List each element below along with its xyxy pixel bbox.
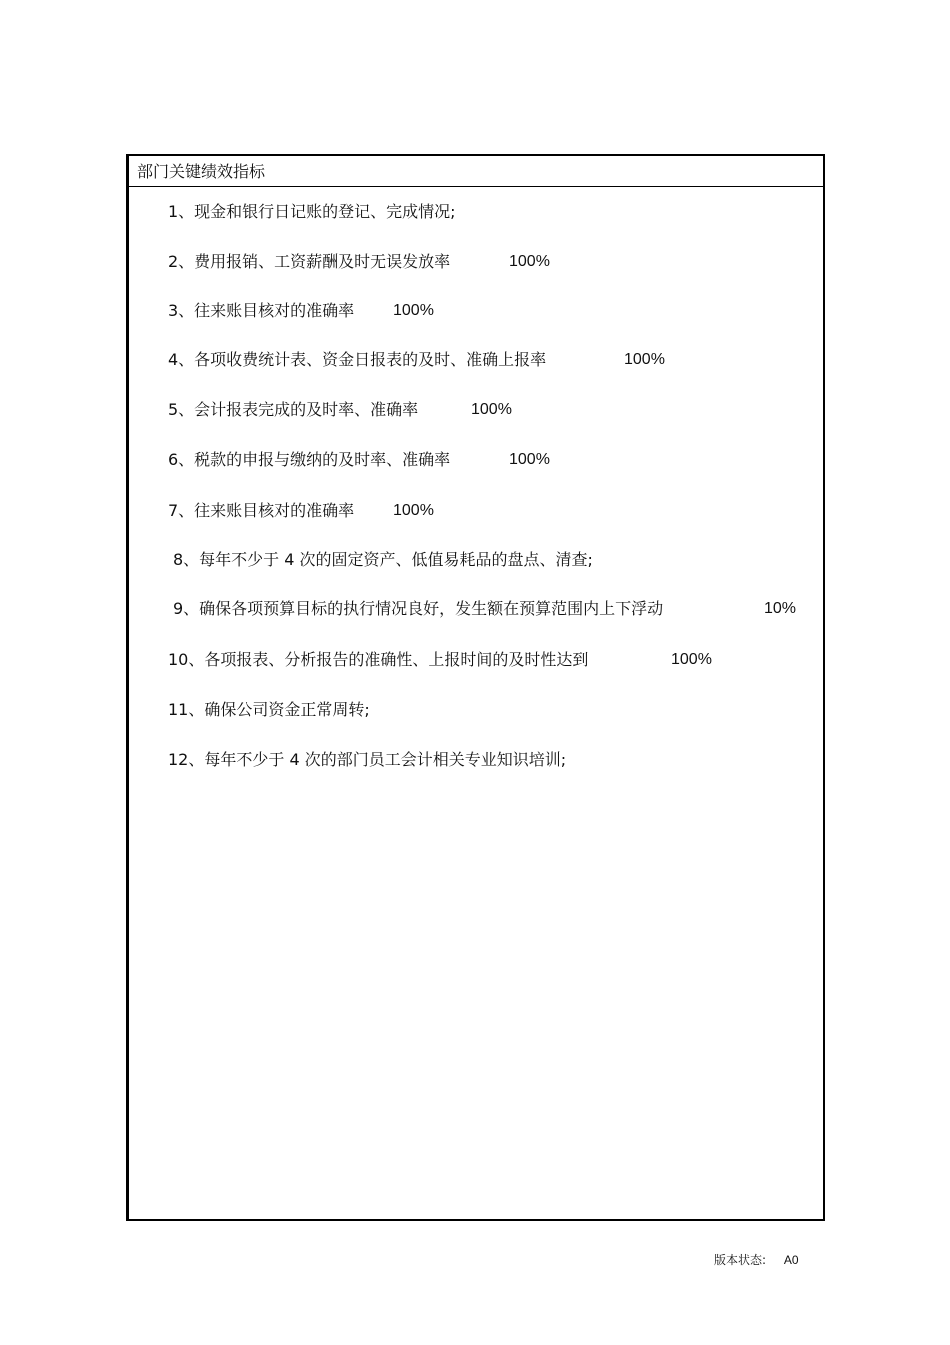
kpi-item-5 [168, 399, 512, 421]
kpi-item-9 [173, 598, 797, 620]
kpi-item-11 [168, 699, 370, 721]
kpi-item-value: 100% [471, 401, 512, 418]
kpi-item-value: 10% [764, 600, 797, 617]
kpi-item-text: 8、每年不少于 4 次的固定资产、低值易耗品的盘点、清查; [173, 550, 593, 569]
kpi-item-2 [168, 251, 550, 273]
kpi-item-4 [168, 349, 665, 371]
kpi-item-text: 5、会计报表完成的及时率、准确率 [168, 400, 419, 419]
kpi-item-12 [168, 749, 566, 771]
kpi-item-text: 6、税款的申报与缴纳的及时率、准确率 [168, 450, 451, 469]
kpi-item-3 [168, 300, 434, 322]
kpi-item-value: 100% [393, 502, 434, 519]
version-label: 版本状态: [714, 1253, 767, 1267]
kpi-item-7 [168, 500, 434, 522]
kpi-item-value: 100% [624, 351, 665, 368]
kpi-item-value: 100% [393, 302, 434, 319]
kpi-item-text: 7、往来账目核对的准确率 [168, 501, 355, 520]
version-value: A0 [783, 1253, 799, 1267]
kpi-item-value: 100% [509, 451, 550, 468]
kpi-item-text: 2、费用报销、工资薪酬及时无误发放率 [168, 252, 451, 271]
kpi-item-text: 4、各项收费统计表、资金日报表的及时、准确上报率 [168, 350, 547, 369]
kpi-item-text: 9、确保各项预算目标的执行情况良好，发生额在预算范围内上下浮动 [173, 599, 664, 618]
kpi-item-1 [168, 201, 456, 223]
kpi-table-title: 部门关键绩效指标 [129, 156, 823, 187]
kpi-item-10 [168, 649, 712, 671]
kpi-item-text: 10、各项报表、分析报告的准确性、上报时间的及时性达到 [168, 650, 589, 669]
kpi-table [126, 154, 825, 1221]
kpi-item-8 [173, 549, 593, 571]
kpi-item-text: 3、往来账目核对的准确率 [168, 301, 355, 320]
kpi-item-6 [168, 449, 550, 471]
kpi-item-value: 100% [509, 253, 550, 270]
kpi-item-value: 100% [671, 651, 712, 668]
kpi-item-text: 12、每年不少于 4 次的部门员工会计相关专业知识培训; [168, 750, 567, 769]
kpi-item-text: 1、现金和银行日记账的登记、完成情况; [168, 202, 456, 221]
kpi-item-text: 11、确保公司资金正常周转; [168, 700, 370, 719]
version-status [714, 1251, 799, 1269]
